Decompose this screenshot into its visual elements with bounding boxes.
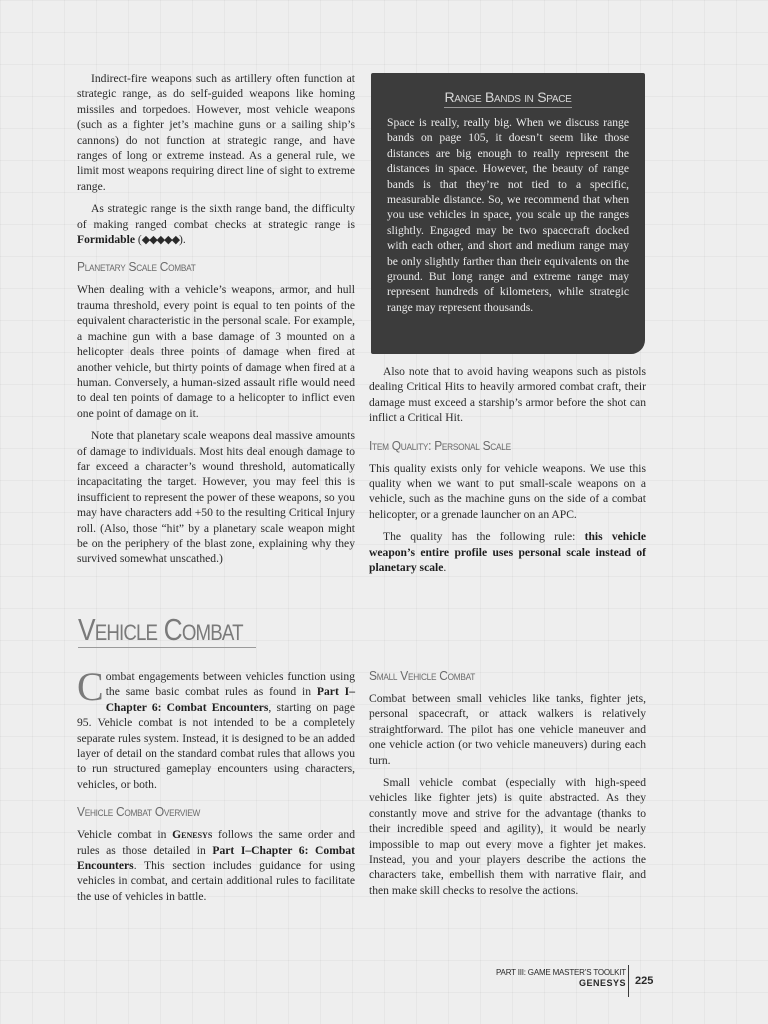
sidebar-title: Range Bands in Space [387, 89, 629, 105]
page-footer [480, 968, 626, 988]
footer-divider [628, 965, 629, 997]
paragraph-combat-engagements: Combat engagements between vehicles function using the same basic combat rules as found in Part I–Chapter 6: Combat Encounters, starting on page 95. Vehicle combat is not intended to be a completely separate rules system. Instead, it is designed to be an added layer of detail on the standard combat rules that allows you to run structured gameplay encounters using characters, vehicles, or both. [77, 664, 355, 791]
footer-book-title: GENESYS [578, 978, 626, 988]
paragraph-indirect-fire: Indirect-fire weapons such as artillery often function at strategic range, as do self-guided weapons like homing missiles and torpedoes. However, most vehicle weapons (such as a fighter jet’s machine guns or a sailing ship’s cannons) do not function at strategic range, and have ranges of long or extreme instead. As a general rule, we limit most weapons requiring direct line of sight to extreme range. [77, 72, 355, 193]
left-column-bottom [77, 664, 355, 911]
page-number: 225 [635, 975, 654, 987]
section-title-rule [78, 647, 256, 648]
left-column-top [77, 71, 355, 574]
paragraph-massive-damage: Note that planetary scale weapons deal massive amounts of damage to individuals. Most hits deal enough damage to far exceed a character’s wound threshold, automatically incapacitating the target. However, you may feel this is insufficient to represent the power of these weapons, so you may have characters add +50 to the resulting Critical Injury roll. (Also, those “hit” by a planetary scale weapon might be on the periphery of the blast zone, explaining why they survived somewhat unscathed.) [77, 429, 355, 566]
paragraph-quality-rule: The quality has the following rule: this vehicle weapon’s entire profile uses personal scale instead of planetary scale. [369, 530, 646, 575]
right-column-bottom [369, 660, 646, 905]
sidebar-body: Space is really, really big. When we discuss range bands on page 105, it doesn’t seem like those distances are big enough to really represent the distances in space. However, the beauty of range bands is that they’re not tied to a specific, measurable distance. So, we recommend that when you use vehicles in space, you scale up the ranges slightly. Engaged may be two spacecraft docked with each other, and short and medium range may be only slightly farther than their equivalents on the ground. But long range and extreme range may represent hundreds of kilometers, while strategic range may represent thousands. [387, 116, 629, 314]
paragraph-personal-scale-quality: This quality exists only for vehicle weapons. We use this quality when we want to put small-scale weapons on a vehicle, such as the machine guns on the side of a combat helicopter, or a grenade launcher on an APC. [369, 461, 646, 521]
paragraph-overview: Vehicle combat in Genesys follows the same order and rules as those detailed in Part I–Chapter 6: Combat Encounters. This section includes guidance for using vehicles in combat, and certain additional rules to facilitate the use of vehicles in battle. [77, 828, 355, 903]
footer-chapter: PART III: GAME MASTER’S TOOLKIT [496, 968, 626, 977]
subheading-item-quality: Item Quality: Personal Scale [369, 437, 511, 453]
paragraph-abstracted-combat: Small vehicle combat (especially with high-speed vehicles like fighter jets) is quite abstracted. As they constantly move and strive for the advantage (thanks to their incredible speed and agility), it would be nearly impossible to map out every move a fighter jet makes. Instead, you and your players describe the actions the characters take, embellish them with narrative flair, and then make skill checks to resolve the actions. [369, 776, 646, 897]
paragraph-planetary-scale: When dealing with a vehicle’s weapons, armor, and hull trauma threshold, every point is equal to ten points of the equivalent characteristic in the personal scale. For example, a machine gun with a base damage of 3 mounted on a helicopter deals three points of damage when fired at another vehicle, but thirty points of damage when fired at a human. Conversely, a human-sized assault rifle would need to deal ten points of damage to a helicopter to inflict even one point of damage on it. [77, 283, 355, 420]
difficulty-dice-icon: ◆◆◆◆◆ [141, 233, 180, 247]
drop-cap: C [77, 664, 104, 709]
section-title-vehicle-combat: Vehicle Combat [78, 612, 243, 647]
paragraph-critical-hits: Also note that to avoid having weapons such as pistols dealing Critical Hits to heavily armored combat craft, their damage must exceed a starship’s armor before the shot can inflict a Critical Hit. [369, 365, 646, 425]
subheading-planetary-scale: Planetary Scale Combat [77, 259, 196, 275]
right-column-top [369, 364, 646, 582]
sidebar-range-bands-in-space [371, 73, 645, 354]
subheading-vehicle-combat-overview: Vehicle Combat Overview [77, 804, 200, 820]
subheading-small-vehicle-combat: Small Vehicle Combat [369, 668, 476, 683]
paragraph-small-vehicle-combat: Combat between small vehicles like tanks, fighter jets, personal spacecraft, or attack walkers is relatively straightforward. The pilot has one vehicle maneuver and one vehicle action (or two vehicle maneuvers) during each turn. [369, 692, 646, 767]
paragraph-strategic-range: As strategic range is the sixth range band, the difficulty of making ranged combat checks at strategic range is Formidable (◆◆◆◆◆). [77, 202, 355, 247]
